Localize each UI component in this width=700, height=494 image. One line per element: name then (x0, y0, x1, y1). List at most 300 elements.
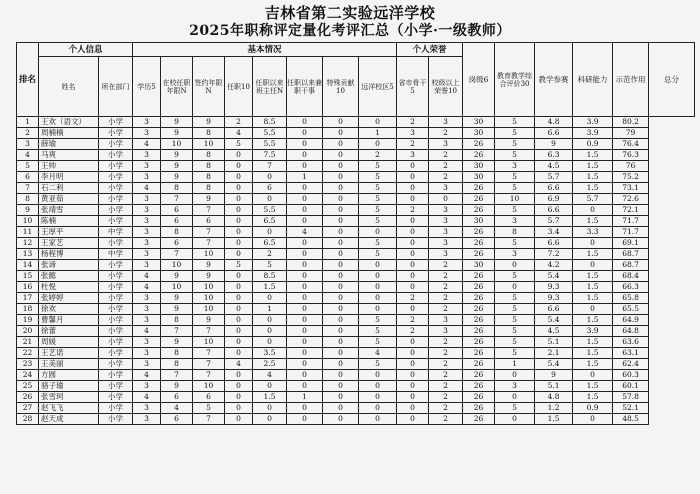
cell-edu: 3 (133, 227, 161, 238)
table-row (17, 403, 695, 414)
cell-contract: 10 (193, 293, 225, 304)
cell-dept: 小学 (99, 359, 133, 370)
header-name: 姓名 (39, 57, 99, 117)
cell-remote: 5 (359, 238, 397, 249)
cell-backbone: 2 (397, 315, 429, 326)
cell-remote: 0 (359, 381, 397, 392)
cell-position: 0 (225, 150, 253, 161)
cell-position: 0 (225, 370, 253, 381)
cell-dept: 中学 (99, 227, 133, 238)
cell-contest: 6.6 (535, 183, 573, 194)
cell-position: 5 (225, 260, 253, 271)
cell-remote: 5 (359, 172, 397, 183)
cell-demo: 60.3 (613, 370, 649, 381)
cell-research: 3.3 (573, 227, 613, 238)
cell-post: 26 (463, 403, 495, 414)
cell-extra: 0 (287, 315, 323, 326)
cell-contest: 6.9 (535, 194, 573, 205)
cell-remote: 0 (359, 293, 397, 304)
cell-post: 30 (463, 117, 495, 128)
cell-school-honor: 2 (429, 414, 463, 425)
cell-rank: 24 (17, 370, 39, 381)
cell-dept: 小学 (99, 326, 133, 337)
cell-special: 0 (323, 381, 359, 392)
cell-tenure: 9 (161, 271, 193, 282)
cell-tenure: 6 (161, 414, 193, 425)
cell-post: 26 (463, 326, 495, 337)
cell-remote: 0 (359, 227, 397, 238)
cell-tenure: 10 (161, 260, 193, 271)
cell-dept: 小学 (99, 403, 133, 414)
cell-special: 0 (323, 359, 359, 370)
cell-contest: 5.7 (535, 172, 573, 183)
cell-extra: 0 (287, 282, 323, 293)
cell-remote: 5 (359, 359, 397, 370)
cell-research: 0 (573, 370, 613, 381)
cell-name: 石二利 (39, 183, 99, 194)
cell-demo: 68.4 (613, 271, 649, 282)
cell-dept: 小学 (99, 183, 133, 194)
cell-backbone: 2 (397, 326, 429, 337)
cell-contest: 6.6 (535, 304, 573, 315)
cell-dept: 小学 (99, 414, 133, 425)
cell-school-honor: 3 (429, 315, 463, 326)
cell-contest: 6.6 (535, 238, 573, 249)
cell-dept: 小学 (99, 370, 133, 381)
cell-position: 0 (225, 194, 253, 205)
cell-research: 1.5 (573, 249, 613, 260)
cell-dept: 小学 (99, 128, 133, 139)
cell-special: 0 (323, 293, 359, 304)
cell-name: 周媛 (39, 337, 99, 348)
cell-research: 0 (573, 260, 613, 271)
cell-backbone: 0 (397, 370, 429, 381)
cell-demo: 64.9 (613, 315, 649, 326)
cell-remote: 0 (359, 414, 397, 425)
cell-post: 26 (463, 194, 495, 205)
cell-name: 张婷婷 (39, 293, 99, 304)
cell-dept: 小学 (99, 304, 133, 315)
cell-research: 1.5 (573, 293, 613, 304)
cell-eval: 0 (495, 282, 535, 293)
cell-extra: 0 (287, 414, 323, 425)
header-position: 任职10 (225, 57, 253, 117)
cell-remote: 5 (359, 326, 397, 337)
cell-remote: 5 (359, 315, 397, 326)
cell-position: 0 (225, 403, 253, 414)
cell-backbone: 0 (397, 392, 429, 403)
cell-contract: 8 (193, 150, 225, 161)
cell-special: 0 (323, 414, 359, 425)
cell-special: 0 (323, 271, 359, 282)
cell-name: 杨程博 (39, 249, 99, 260)
cell-contract: 10 (193, 337, 225, 348)
cell-rank: 6 (17, 172, 39, 183)
cell-contract: 7 (193, 348, 225, 359)
cell-backbone: 0 (397, 172, 429, 183)
cell-school-honor: 2 (429, 282, 463, 293)
cell-rank: 18 (17, 304, 39, 315)
table-row (17, 282, 695, 293)
cell-since: 5.5 (253, 139, 287, 150)
cell-contest: 5.4 (535, 359, 573, 370)
cell-position: 0 (225, 161, 253, 172)
cell-remote: 2 (359, 150, 397, 161)
cell-backbone: 0 (397, 282, 429, 293)
cell-eval: 10 (495, 194, 535, 205)
cell-contract: 5 (193, 403, 225, 414)
cell-extra: 0 (287, 117, 323, 128)
cell-tenure: 10 (161, 282, 193, 293)
cell-contest: 4.8 (535, 392, 573, 403)
header-demo: 示范作用 (613, 43, 649, 117)
cell-tenure: 9 (161, 150, 193, 161)
cell-research: 1.5 (573, 216, 613, 227)
cell-extra: 0 (287, 150, 323, 161)
cell-contest: 6.6 (535, 128, 573, 139)
cell-rank: 11 (17, 227, 39, 238)
cell-eval: 5 (495, 117, 535, 128)
cell-special: 0 (323, 194, 359, 205)
cell-research: 1.5 (573, 282, 613, 293)
table-row (17, 161, 695, 172)
cell-demo: 66.3 (613, 282, 649, 293)
cell-eval: 0 (495, 392, 535, 403)
cell-tenure: 10 (161, 139, 193, 150)
cell-post: 26 (463, 337, 495, 348)
cell-school-honor: 3 (429, 139, 463, 150)
cell-backbone: 2 (397, 117, 429, 128)
cell-position: 0 (225, 216, 253, 227)
cell-research: 3.9 (573, 117, 613, 128)
cell-rank: 26 (17, 392, 39, 403)
cell-rank: 19 (17, 315, 39, 326)
cell-edu: 3 (133, 216, 161, 227)
cell-edu: 4 (133, 392, 161, 403)
cell-contest: 3.4 (535, 227, 573, 238)
cell-eval: 3 (495, 161, 535, 172)
cell-post: 30 (463, 260, 495, 271)
table-row (17, 183, 695, 194)
cell-backbone: 2 (397, 139, 429, 150)
cell-remote: 0 (359, 370, 397, 381)
cell-extra: 0 (287, 370, 323, 381)
cell-research: 0 (573, 304, 613, 315)
cell-position: 0 (225, 238, 253, 249)
cell-eval: 5 (495, 326, 535, 337)
cell-edu: 3 (133, 304, 161, 315)
cell-post: 26 (463, 227, 495, 238)
group-honor: 个人荣誉 (397, 43, 463, 57)
cell-dept: 小学 (99, 216, 133, 227)
table-row (17, 304, 695, 315)
cell-remote: 0 (359, 117, 397, 128)
cell-research: 1.5 (573, 150, 613, 161)
cell-extra: 0 (287, 238, 323, 249)
cell-contract: 7 (193, 370, 225, 381)
cell-contract: 7 (193, 227, 225, 238)
cell-name: 曹馨月 (39, 315, 99, 326)
cell-tenure: 7 (161, 326, 193, 337)
cell-backbone: 0 (397, 216, 429, 227)
cell-eval: 5 (495, 150, 535, 161)
cell-post: 26 (463, 271, 495, 282)
cell-position: 0 (225, 227, 253, 238)
cell-research: 3.9 (573, 326, 613, 337)
cell-research: 0 (573, 414, 613, 425)
cell-edu: 3 (133, 194, 161, 205)
cell-contest: 9.3 (535, 282, 573, 293)
cell-demo: 63.1 (613, 348, 649, 359)
cell-post: 26 (463, 183, 495, 194)
cell-dept: 小学 (99, 260, 133, 271)
cell-since: 4 (253, 370, 287, 381)
header-eval: 教育教学综合评价30 (495, 43, 535, 117)
cell-eval: 3 (495, 381, 535, 392)
cell-since: 5.5 (253, 205, 287, 216)
cell-remote: 5 (359, 161, 397, 172)
cell-contest: 6.3 (535, 150, 573, 161)
cell-backbone: 0 (397, 359, 429, 370)
header-backbone: 省市骨干5 (397, 57, 429, 117)
cell-post: 30 (463, 128, 495, 139)
cell-special: 0 (323, 326, 359, 337)
cell-research: 1.5 (573, 161, 613, 172)
cell-contract: 7 (193, 326, 225, 337)
cell-special: 0 (323, 370, 359, 381)
cell-demo: 52.1 (613, 403, 649, 414)
header-remote: 远洋校区5 (359, 57, 397, 117)
cell-rank: 9 (17, 205, 39, 216)
cell-since: 8.5 (253, 117, 287, 128)
cell-name: 王欢（语文） (39, 117, 99, 128)
cell-remote: 0 (359, 304, 397, 315)
cell-backbone: 3 (397, 150, 429, 161)
cell-special: 0 (323, 150, 359, 161)
cell-remote: 5 (359, 183, 397, 194)
cell-contract: 6 (193, 216, 225, 227)
cell-name: 张谛 (39, 260, 99, 271)
cell-remote: 0 (359, 403, 397, 414)
cell-backbone: 0 (397, 260, 429, 271)
group-basic: 基本情况 (133, 43, 397, 57)
cell-edu: 4 (133, 183, 161, 194)
cell-name: 赵飞飞 (39, 403, 99, 414)
cell-edu: 3 (133, 117, 161, 128)
cell-contest: 1.5 (535, 414, 573, 425)
cell-backbone: 0 (397, 381, 429, 392)
cell-position: 0 (225, 172, 253, 183)
cell-backbone: 0 (397, 161, 429, 172)
cell-dept: 小学 (99, 271, 133, 282)
cell-position: 4 (225, 128, 253, 139)
cell-position: 0 (225, 293, 253, 304)
cell-contract: 10 (193, 304, 225, 315)
cell-since: 0 (253, 326, 287, 337)
cell-edu: 3 (133, 359, 161, 370)
cell-name: 王厚平 (39, 227, 99, 238)
cell-post: 26 (463, 304, 495, 315)
header-extra: 任职以来兼职干事 (287, 57, 323, 117)
cell-name: 王美丽 (39, 359, 99, 370)
table-body (17, 117, 695, 425)
cell-school-honor: 2 (429, 172, 463, 183)
cell-contract: 7 (193, 238, 225, 249)
table-row (17, 117, 695, 128)
cell-contest: 5.7 (535, 216, 573, 227)
cell-demo: 76.4 (613, 139, 649, 150)
cell-demo: 60.1 (613, 381, 649, 392)
cell-since: 0 (253, 293, 287, 304)
table-row (17, 370, 695, 381)
cell-tenure: 8 (161, 227, 193, 238)
cell-contest: 9 (535, 370, 573, 381)
cell-demo: 69.1 (613, 238, 649, 249)
cell-research: 1.5 (573, 315, 613, 326)
cell-since: 0 (253, 172, 287, 183)
cell-school-honor: 3 (429, 216, 463, 227)
table-row (17, 128, 695, 139)
cell-tenure: 9 (161, 381, 193, 392)
cell-demo: 72.1 (613, 205, 649, 216)
cell-special: 0 (323, 139, 359, 150)
cell-tenure: 6 (161, 216, 193, 227)
cell-school-honor: 3 (429, 238, 463, 249)
cell-edu: 3 (133, 260, 161, 271)
cell-rank: 14 (17, 260, 39, 271)
cell-dept: 小学 (99, 392, 133, 403)
cell-eval: 5 (495, 315, 535, 326)
cell-since: 0 (253, 227, 287, 238)
cell-name: 薛瑜 (39, 139, 99, 150)
cell-tenure: 9 (161, 293, 193, 304)
cell-contract: 8 (193, 161, 225, 172)
cell-special: 0 (323, 172, 359, 183)
cell-edu: 3 (133, 337, 161, 348)
cell-backbone: 0 (397, 403, 429, 414)
cell-demo: 64.8 (613, 326, 649, 337)
cell-contest: 5.1 (535, 381, 573, 392)
cell-post: 26 (463, 249, 495, 260)
cell-post: 26 (463, 139, 495, 150)
cell-name: 张懿 (39, 271, 99, 282)
header-post: 岗级6 (463, 43, 495, 117)
cell-backbone: 2 (397, 293, 429, 304)
cell-school-honor: 3 (429, 227, 463, 238)
cell-position: 0 (225, 348, 253, 359)
cell-special: 0 (323, 348, 359, 359)
cell-extra: 4 (287, 227, 323, 238)
cell-post: 30 (463, 161, 495, 172)
cell-name: 陈楠 (39, 216, 99, 227)
cell-demo: 65.8 (613, 293, 649, 304)
table-row (17, 293, 695, 304)
table-row (17, 249, 695, 260)
header-research: 科研能力 (573, 43, 613, 117)
table-row (17, 150, 695, 161)
cell-contest: 4.5 (535, 326, 573, 337)
cell-rank: 17 (17, 293, 39, 304)
table-row (17, 260, 695, 271)
cell-research: 0 (573, 238, 613, 249)
cell-backbone: 0 (397, 348, 429, 359)
cell-eval: 0 (495, 370, 535, 381)
cell-name: 黄亚茹 (39, 194, 99, 205)
cell-edu: 3 (133, 205, 161, 216)
cell-rank: 25 (17, 381, 39, 392)
cell-demo: 79 (613, 128, 649, 139)
cell-edu: 4 (133, 139, 161, 150)
cell-eval: 5 (495, 172, 535, 183)
cell-remote: 0 (359, 139, 397, 150)
cell-dept: 小学 (99, 150, 133, 161)
cell-dept: 小学 (99, 194, 133, 205)
cell-contest: 5.4 (535, 315, 573, 326)
table-row (17, 227, 695, 238)
cell-research: 1.5 (573, 348, 613, 359)
cell-extra: 0 (287, 139, 323, 150)
cell-rank: 23 (17, 359, 39, 370)
cell-special: 0 (323, 205, 359, 216)
cell-position: 0 (225, 271, 253, 282)
cell-post: 26 (463, 150, 495, 161)
cell-extra: 0 (287, 348, 323, 359)
cell-research: 1.5 (573, 172, 613, 183)
cell-school-honor: 3 (429, 205, 463, 216)
cell-eval: 1 (495, 359, 535, 370)
cell-contest: 9 (535, 139, 573, 150)
cell-contest: 4.2 (535, 260, 573, 271)
cell-post: 26 (463, 282, 495, 293)
cell-backbone: 0 (397, 238, 429, 249)
cell-extra: 0 (287, 381, 323, 392)
cell-research: 1.5 (573, 381, 613, 392)
cell-contract: 9 (193, 271, 225, 282)
cell-demo: 63.6 (613, 337, 649, 348)
cell-tenure: 9 (161, 172, 193, 183)
cell-tenure: 9 (161, 117, 193, 128)
cell-contract: 10 (193, 249, 225, 260)
table-row (17, 414, 695, 425)
cell-name: 徐蕾 (39, 326, 99, 337)
cell-name: 徐欢 (39, 304, 99, 315)
cell-research: 1.5 (573, 183, 613, 194)
score-table (16, 42, 695, 425)
cell-rank: 12 (17, 238, 39, 249)
cell-name: 王艺诺 (39, 348, 99, 359)
table-row (17, 216, 695, 227)
cell-demo: 76.3 (613, 150, 649, 161)
cell-remote: 5 (359, 337, 397, 348)
cell-since: 2 (253, 249, 287, 260)
cell-since: 1 (253, 304, 287, 315)
header-total: 总分 (649, 43, 695, 117)
cell-eval: 0 (495, 414, 535, 425)
cell-contest: 1.2 (535, 403, 573, 414)
cell-since: 0 (253, 337, 287, 348)
group-personal-info: 个人信息 (39, 43, 133, 57)
cell-remote: 5 (359, 205, 397, 216)
cell-backbone: 0 (397, 183, 429, 194)
cell-since: 0 (253, 403, 287, 414)
table-row (17, 326, 695, 337)
cell-school-honor: 0 (429, 194, 463, 205)
cell-edu: 4 (133, 282, 161, 293)
cell-school-honor: 2 (429, 337, 463, 348)
cell-backbone: 0 (397, 304, 429, 315)
cell-research: 0.9 (573, 139, 613, 150)
cell-edu: 3 (133, 249, 161, 260)
